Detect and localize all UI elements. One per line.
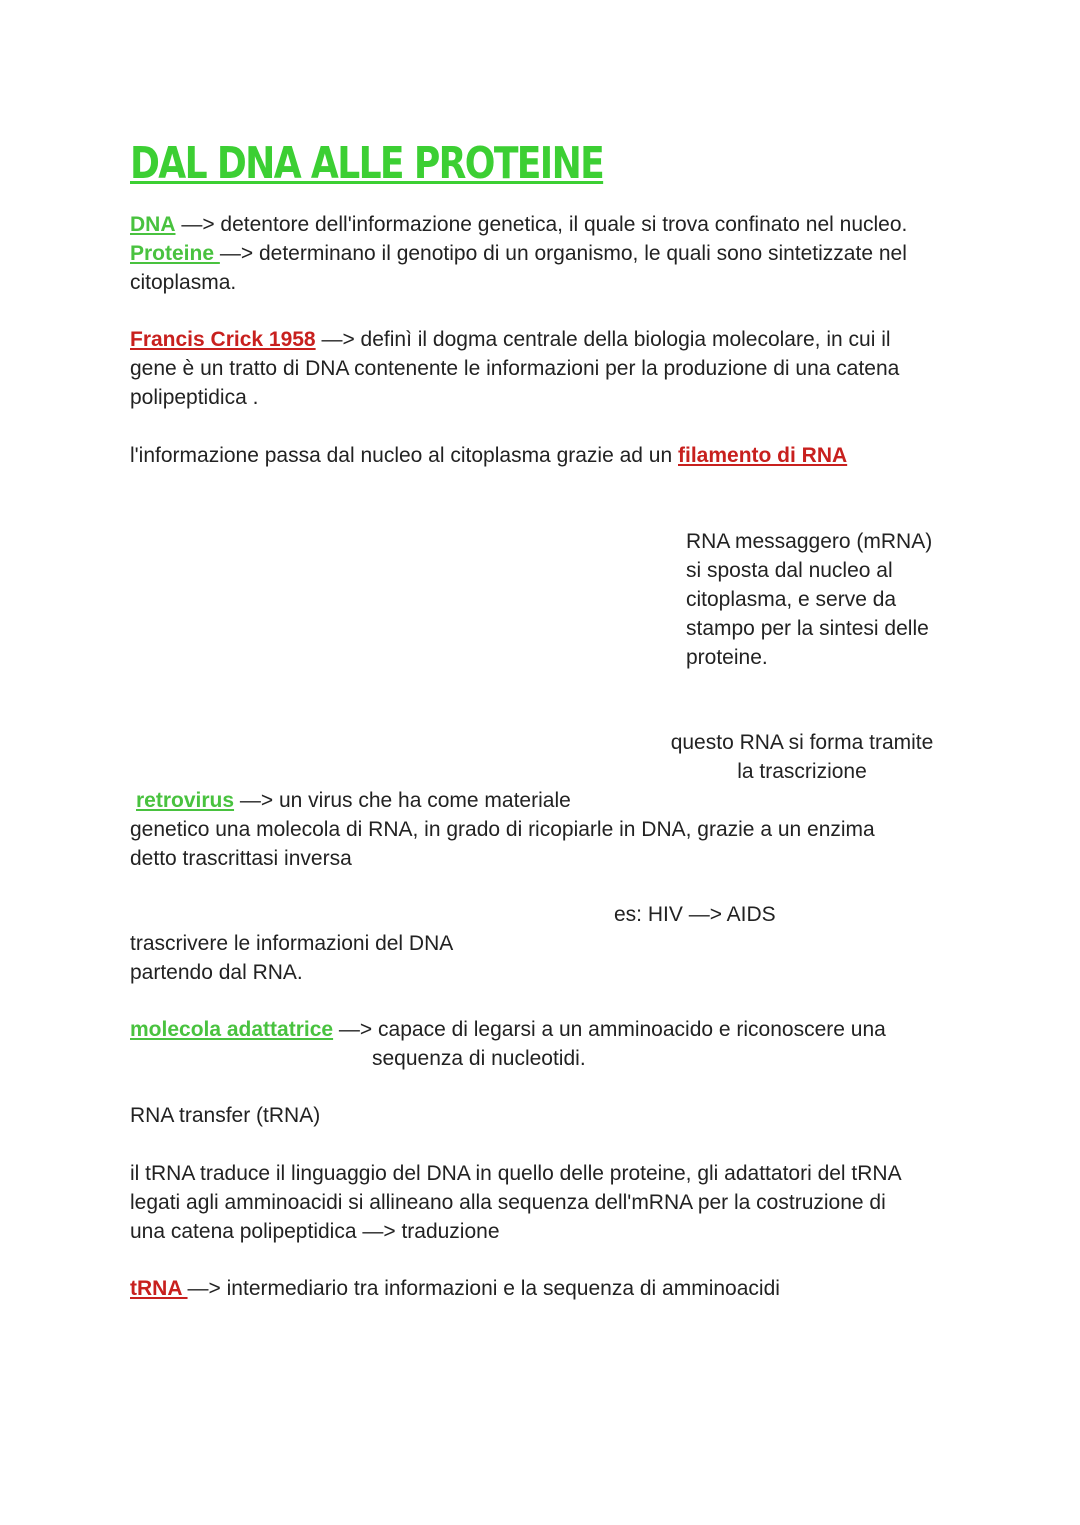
mrna-line-1: RNA messaggero (mRNA) <box>686 530 933 553</box>
info-text: l'informazione passa dal nucleo al citoplasma grazie ad un <box>130 444 678 467</box>
mrna-note <box>686 527 932 672</box>
trna-paragraph <box>130 1159 902 1246</box>
proteine-term: Proteine <box>130 242 220 265</box>
dna-proteine-paragraph <box>130 210 907 297</box>
page-title: DAL DNA ALLE PROTEINE <box>130 138 604 189</box>
trascrivere-line-2: partendo dal RNA. <box>130 961 303 984</box>
adattatrice-term: molecola adattatrice <box>130 1018 334 1041</box>
crick-term: Francis Crick 1958 <box>130 328 316 351</box>
trna-line-1: il tRNA traduce il linguaggio del DNA in quello delle proteine, gli adattatori del tRNA <box>130 1162 902 1185</box>
adattatrice-paragraph <box>130 1015 886 1073</box>
trna-def-line <box>130 1274 780 1303</box>
crick-line-2: gene è un tratto di DNA contenente le informazioni per la produzione di una catena <box>130 357 900 380</box>
trna-def-text: —> intermediario tra informazioni e la sequenza di amminoacidi <box>187 1277 780 1300</box>
info-paragraph <box>130 441 847 470</box>
retrovirus-line-3: detto trascrittasi inversa <box>130 847 352 870</box>
dna-term: DNA <box>130 213 176 236</box>
retrovirus-line-2: genetico una molecola di RNA, in grado di ricopiarle in DNA, grazie a un enzima <box>130 818 875 841</box>
retrovirus-term: retrovirus <box>136 789 235 812</box>
trascrizione-line-1: questo RNA si forma tramite <box>670 731 934 754</box>
info-line <box>130 441 847 470</box>
trna-line-3: una catena polipeptidica —> traduzione <box>130 1220 500 1243</box>
mrna-line-4: stampo per la sintesi delle <box>686 617 929 640</box>
adattatrice-text: —> capace di legarsi a un amminoacido e riconoscere una <box>333 1018 886 1041</box>
trascrizione-note <box>662 728 942 786</box>
trascrivere-note <box>130 929 453 987</box>
hiv-text: es: HIV —> AIDS <box>614 903 776 926</box>
mrna-line-2: si sposta dal nucleo al <box>686 559 893 582</box>
adattatrice-line-2: sequenza di nucleotidi. <box>372 1047 586 1070</box>
retrovirus-line-1 <box>130 786 875 815</box>
crick-line-3: polipeptidica . <box>130 386 259 409</box>
trascrizione-line-2: la trascrizione <box>737 760 867 783</box>
trna-transfer-text: RNA transfer (tRNA) <box>130 1104 321 1127</box>
dna-line <box>130 210 907 239</box>
trna-definition <box>130 1274 780 1303</box>
retrovirus-text: —> un virus che ha come materiale <box>234 789 571 812</box>
proteine-line <box>130 239 907 268</box>
crick-text: —> definì il dogma centrale della biologia molecolare, in cui il <box>315 328 891 351</box>
dna-text: —> detentore dell'informazione genetica, il quale si trova confinato nel nucleo. <box>175 213 908 236</box>
proteine-text: —> determinano il genotipo di un organismo, le quali sono sintetizzate nel <box>219 242 907 265</box>
trna-term: tRNA <box>130 1277 188 1300</box>
retrovirus-paragraph <box>130 786 875 873</box>
crick-paragraph <box>130 325 899 412</box>
proteine-line-2: citoplasma. <box>130 271 237 294</box>
trascrivere-line-1: trascrivere le informazioni del DNA <box>130 932 454 955</box>
filamento-rna-term: filamento di RNA <box>678 444 848 467</box>
mrna-line-5: proteine. <box>686 646 768 669</box>
adattatrice-line-1 <box>130 1015 886 1044</box>
crick-line-1 <box>130 325 899 354</box>
trna-transfer-heading <box>130 1101 320 1130</box>
hiv-example <box>614 900 776 929</box>
trna-line-2: legati agli amminoacidi si allineano alla sequenza dell'mRNA per la costruzione di <box>130 1191 886 1214</box>
mrna-line-3: citoplasma, e serve da <box>686 588 897 611</box>
